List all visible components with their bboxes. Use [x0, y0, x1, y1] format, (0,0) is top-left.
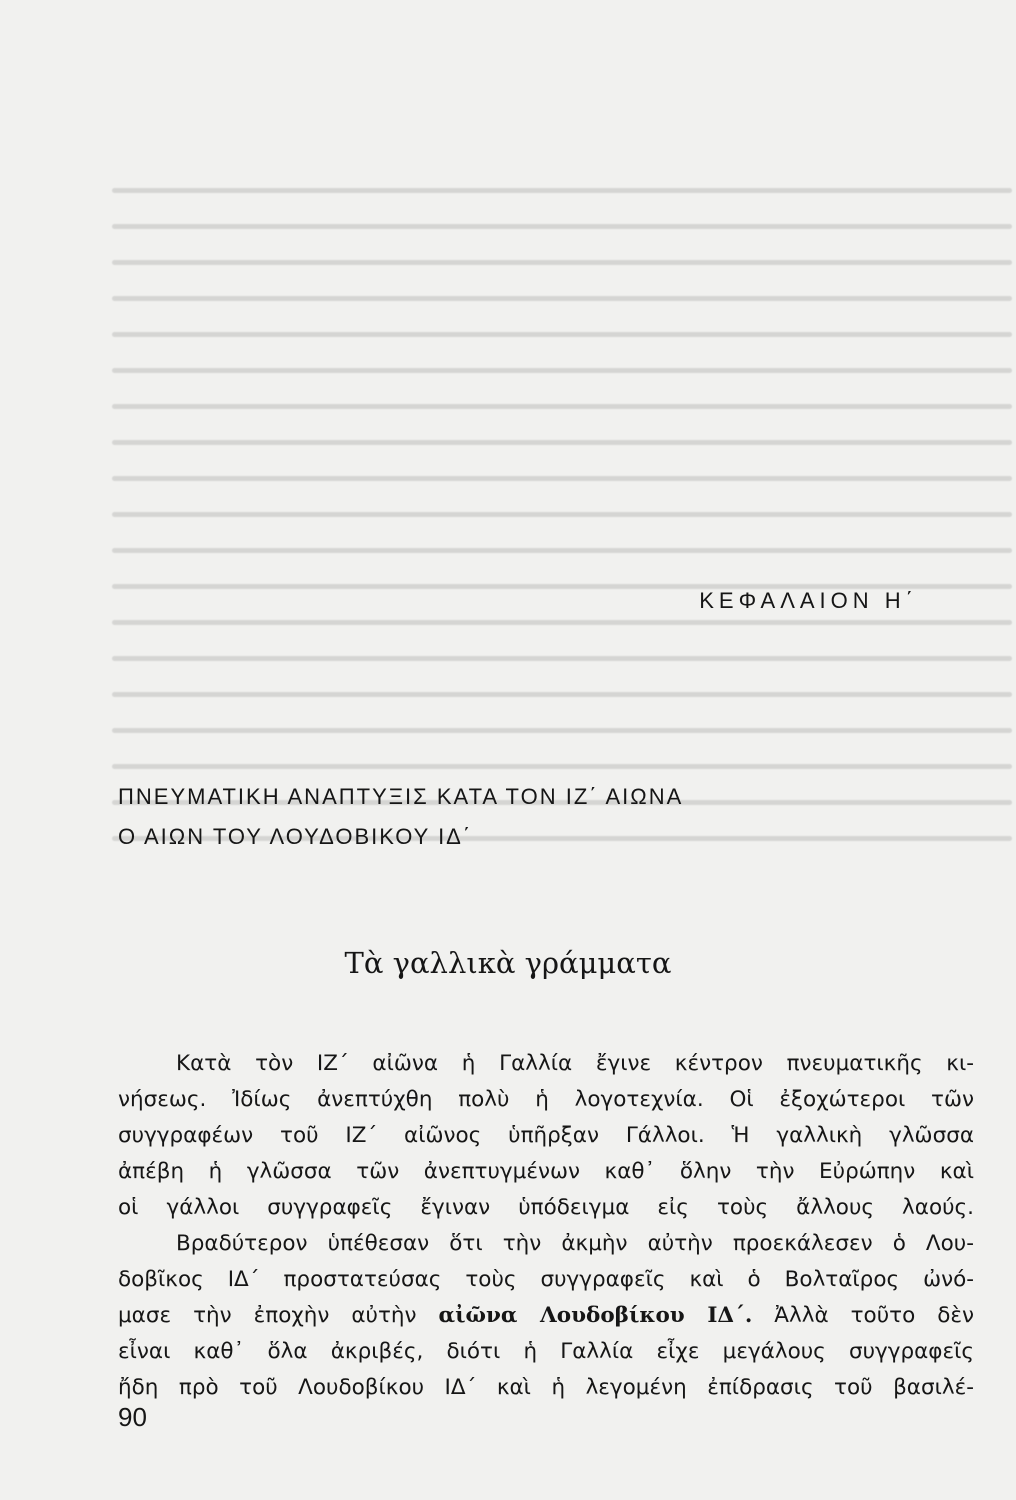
show-through-line — [112, 512, 1012, 517]
show-through-line — [112, 224, 1012, 229]
show-through-background — [112, 100, 1012, 880]
text-line: νήσεως. Ἰδίως ἀνεπτύχθη πολὺ ἡ λογοτεχνία. Οἱ ἐξοχώτεροι τῶν — [118, 1087, 974, 1112]
paragraph-2 — [118, 1226, 974, 1406]
text-line: ἤδη πρὸ τοῦ Λουδοβίκου ΙΔ΄ καὶ ἡ λεγομένη ἐπίδρασις τοῦ βασιλέ- — [118, 1375, 974, 1400]
show-through-line — [112, 188, 1012, 193]
show-through-line — [112, 620, 1012, 625]
show-through-line — [112, 440, 1012, 445]
chapter-heading-line-2: Ο ΑΙΩΝ ΤΟΥ ΛΟΥΔΟΒΙΚΟΥ ΙΔ΄ — [118, 824, 473, 849]
chapter-label: ΚΕΦΑΛΑΙΟΝ Η΄ — [699, 588, 918, 613]
text-line: συγγραφέων τοῦ ΙΖ΄ αἰῶνος ὑπῆρξαν Γάλλοι. Ἡ γαλλικὴ γλῶσσα — [118, 1123, 974, 1148]
text-line: Κατὰ τὸν ΙΖ΄ αἰῶνα ἡ Γαλλία ἔγινε κέντρον πνευματικῆς κι- — [176, 1051, 974, 1076]
body-text — [118, 1046, 974, 1406]
show-through-line — [112, 476, 1012, 481]
show-through-line — [112, 728, 1012, 733]
show-through-line — [112, 404, 1012, 409]
text-line: οἱ γάλλοι συγγραφεῖς ἔγιναν ὑπόδειγμα εἰς τοὺς ἄλλους λαούς. — [118, 1195, 974, 1220]
text-line: Βραδύτερον ὑπέθεσαν ὅτι τὴν ἀκμὴν αὐτὴν προεκάλεσεν ὁ Λου- — [176, 1231, 974, 1256]
section-title: Τὰ γαλλικὰ γράμματα — [344, 946, 672, 980]
show-through-line — [112, 296, 1012, 301]
show-through-line — [112, 764, 1012, 769]
text-line: δοβῖκος ΙΔ΄ προστατεύσας τοὺς συγγραφεῖς καὶ ὁ Βολταῖρος ὠνό- — [118, 1267, 974, 1292]
show-through-line — [112, 656, 1012, 661]
chapter-heading-line-1: ΠΝΕΥΜΑΤΙΚΗ ΑΝΑΠΤΥΞΙΣ ΚΑΤΑ ΤΟΝ ΙΖ΄ ΑΙΩΝΑ — [118, 784, 684, 809]
page-number: 90 — [118, 1402, 147, 1432]
show-through-line — [112, 548, 1012, 553]
text-fragment: Ἀλλὰ τοῦτο δὲν — [752, 1303, 974, 1328]
text-fragment: μασε τὴν ἐποχὴν αὐτὴν — [118, 1303, 439, 1328]
text-line: ἀπέβη ἡ γλῶσσα τῶν ἀνεπτυγμένων καθ᾿ ὅλην τὴν Εὐρώπην καὶ — [118, 1159, 974, 1184]
show-through-line — [112, 260, 1012, 265]
show-through-line — [112, 332, 1012, 337]
emphasized-phrase: αἰῶνα Λουδοβίκου ΙΔ΄. — [438, 1303, 753, 1328]
show-through-line — [112, 368, 1012, 373]
show-through-line — [112, 692, 1012, 697]
paragraph-1 — [118, 1046, 974, 1226]
text-line: εἶναι καθ᾿ ὅλα ἀκριβές, διότι ἡ Γαλλία εἶχε μεγάλους συγγραφεῖς — [118, 1339, 974, 1364]
text-line-with-emphasis — [118, 1298, 974, 1334]
